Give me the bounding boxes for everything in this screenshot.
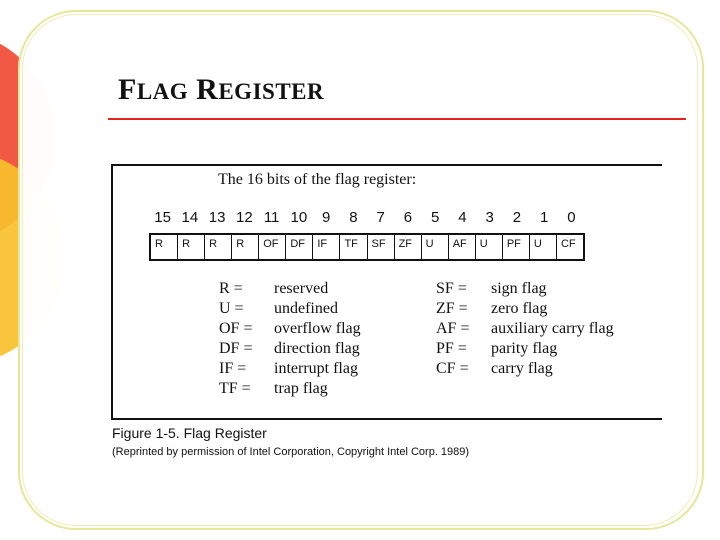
flag-register-figure — [111, 164, 662, 420]
bit-cell: U — [422, 235, 449, 259]
legend-key: OF = — [219, 320, 253, 337]
bit-cell: R — [205, 235, 232, 259]
bit-number: 6 — [403, 209, 413, 226]
bit-number: 14 — [181, 209, 199, 226]
legend-key: DF = — [219, 340, 253, 357]
bit-number: 15 — [154, 209, 171, 226]
legend-key: CF = — [436, 360, 469, 377]
legend-key: TF = — [219, 380, 251, 397]
figure-caption: Figure 1-5. Flag Register — [112, 425, 267, 441]
legend-value: interrupt flag — [274, 360, 358, 377]
bit-number: 11 — [263, 209, 280, 226]
legend-key: IF = — [219, 360, 247, 377]
bit-cell: R — [151, 235, 178, 259]
bit-cell: U — [530, 235, 557, 259]
bit-cell: U — [476, 235, 503, 259]
slide-title — [118, 73, 324, 107]
legend-key: PF = — [436, 340, 467, 357]
bit-cell: DF — [286, 235, 313, 259]
bit-cell: OF — [259, 235, 286, 259]
legend-value: zero flag — [491, 300, 548, 317]
bit-number: 2 — [512, 209, 522, 226]
legend-key: AF = — [436, 320, 470, 337]
legend-value: direction flag — [274, 340, 360, 357]
bit-cell: CF — [560, 238, 576, 250]
legend-key: U = — [219, 300, 244, 317]
bit-number: 12 — [236, 209, 253, 226]
legend-key: ZF = — [436, 300, 468, 317]
bit-number: 10 — [290, 209, 308, 226]
bit-number: 8 — [349, 209, 358, 226]
bit-number: 7 — [376, 209, 385, 226]
title-word-lag: LAG — [136, 79, 189, 104]
legend-value: carry flag — [491, 360, 553, 377]
bit-cell: SF — [368, 235, 395, 259]
legend-value: auxiliary carry flag — [491, 320, 614, 337]
bit-cell: PF — [503, 235, 530, 259]
bit-number: 1 — [539, 209, 549, 226]
bit-cell: R — [232, 235, 259, 259]
bit-number: 5 — [430, 209, 440, 226]
bit-number-row — [149, 209, 585, 229]
bit-number: 13 — [208, 209, 226, 226]
bit-cell: R — [178, 235, 205, 259]
bit-number: 4 — [458, 209, 467, 226]
legend-key: R = — [219, 280, 243, 297]
bit-cell: IF — [313, 235, 340, 259]
figure-credit: (Reprinted by permission of Intel Corporation, Copyright Intel Corp. 1989) — [112, 446, 470, 458]
figure-heading: The 16 bits of the flag register: — [218, 171, 417, 188]
title-letter-r: R — [196, 73, 219, 106]
legend-value: reserved — [274, 280, 329, 297]
legend-value: overflow flag — [274, 320, 361, 337]
legend-key: SF = — [436, 280, 467, 297]
title-underline — [108, 118, 686, 120]
legend-value: sign flag — [491, 280, 547, 297]
bit-cell: ZF — [395, 235, 422, 259]
title-letter-f: F — [118, 73, 137, 106]
bit-cell: TF — [340, 235, 367, 259]
legend-value: trap flag — [274, 380, 328, 397]
bit-number: 9 — [321, 209, 331, 226]
bit-cell: AF — [449, 235, 476, 259]
bit-number: 0 — [567, 209, 576, 226]
legend-value: undefined — [274, 300, 338, 317]
title-word-egister: EGISTER — [218, 79, 325, 104]
legend-value: parity flag — [491, 340, 558, 357]
bit-number: 3 — [485, 209, 494, 226]
bit-label-row — [149, 233, 585, 261]
